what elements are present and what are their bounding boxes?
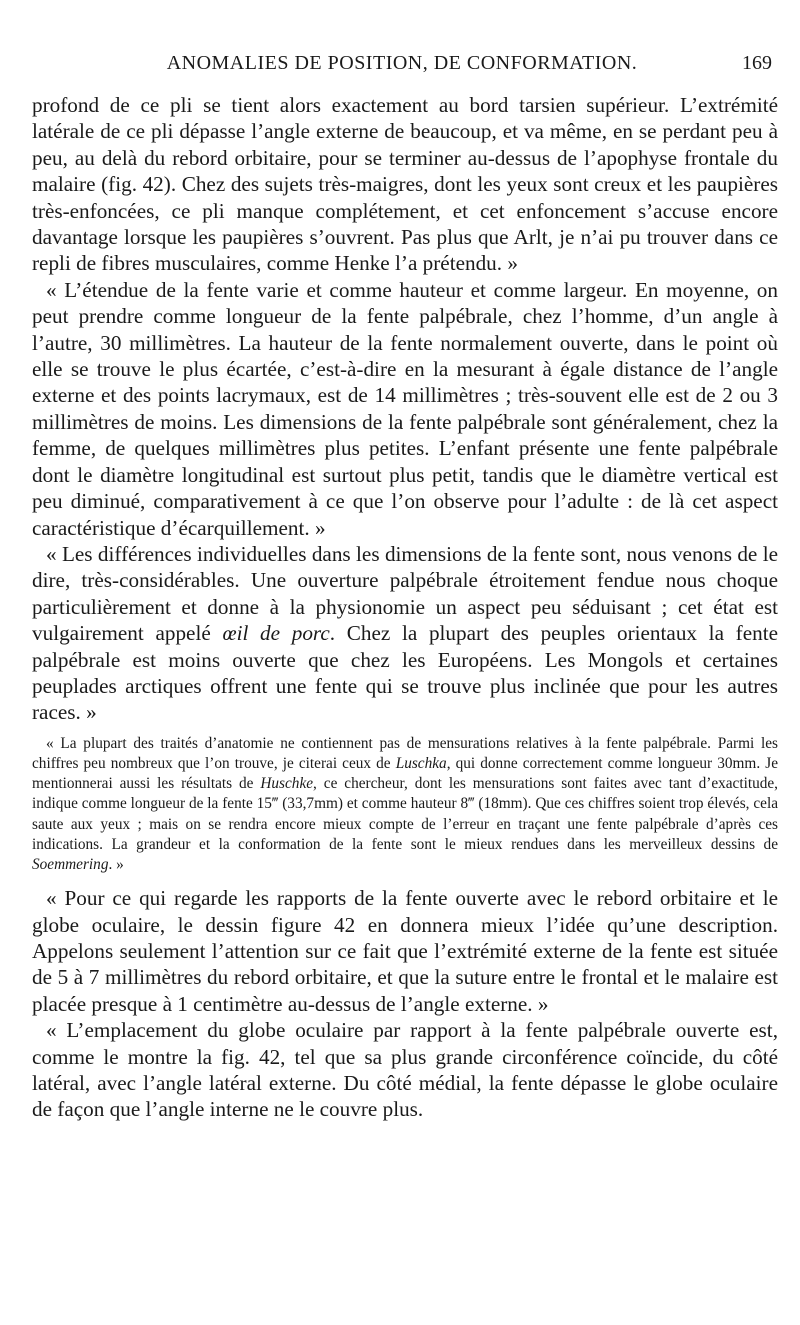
footnote-text-4: . »	[108, 855, 124, 873]
paragraph-4: « Pour ce qui regarde les rapports de la fente ouverte avec le rebord orbitaire et le globe oculaire, le dessin figure 42 en donnera mieux l’idée qu’une description. Appelons seulement l’attention sur ce fait que l’extrémité externe de la fente est située de 5 à 7 millimètres du rebord orbitaire, et que la suture entre le frontal et le malaire est placée presque à 1 centimètre au-dessus de l’angle externe. »	[32, 886, 778, 1016]
emphasis-oeil-de-porc: œil de porc	[222, 621, 330, 646]
paragraph-1: profond de ce pli se tient alors exactement au bord tarsien supérieur. L’extrémité latérale de ce pli dépasse l’angle externe de beaucoup, et va même, en se perdant peu à peu, au delà du rebord orbitaire, pour se terminer au-dessus de l’apophyse frontale du malaire (fig. 42). Chez des sujets très-maigres, dont les yeux sont creux et les paupières très-enfoncées, ce pli manque complétement, et cet enfoncement s’accuse encore davantage lorsque les paupières s’ouvrent. Pas plus que Arlt, je n’ai pu trouver dans ce repli de fibres musculaires, comme Henke l’a prétendu. »	[32, 93, 778, 276]
paragraph-3-text-a: « Les différences individuelles dans les dimensions de la fente sont, nous venons de le dire, très-considérables. Une ouverture palpébrale étroitement fendue nous choque particulièrement et donne à la physionomie un aspect peu séduisant ; cet état est vulgairement appelé	[32, 541, 778, 646]
running-title: ANOMALIES DE POSITION, DE CONFORMATION.	[166, 52, 638, 74]
paragraph-5: « L’emplacement du globe oculaire par rapport à la fente palpébrale ouverte est, comme le montre la fig. 42, tel que sa plus grande circonférence coïncide, du côté latéral, avec l’angle latéral externe. Du côté médial, la fente dépasse le globe oculaire de façon que l’angle interne ne le couvre plus.	[32, 1018, 778, 1122]
running-header	[32, 52, 772, 82]
footnote-text-3: , ce chercheur, dont les mensurations sont faites avec tant d’exactitude, indique comme longueur de la fente 15‴ (33,7mm) et comme hauteur 8‴ (18mm). Que ces chiffres soient trop élevés, cela saute aux yeux ; mais on se rendra encore mieux compte de l’erreur en traçant une fente palpébrale d’après ces indications. La grandeur et la conformation de la fente sont le mieux rendues dans les merveilleux dessins de	[32, 775, 778, 853]
paragraph-2: « L’étendue de la fente varie et comme hauteur et comme largeur. En moyenne, on peut prendre comme longueur de la fente palpébrale, chez l’homme, d’un angle à l’autre, 30 millimètres. La hauteur de la fente normalement ouverte, dans le point où elle se trouve le plus écartée, c’est-à-dire en la mesurant à égale distance de l’angle externe et des points lacrymaux, est de 14 millimètres ; très-souvent elle est de 2 ou 3 millimètres de moins. Les dimensions de la fente palpébrale sont généralement, chez la femme, de quelques millimètres plus petites. L’enfant présente une fente palpébrale dont le diamètre longitudinal est surtout plus petit, tandis que le diamètre vertical est peu diminué, comparativement à ce que l’on observe pour l’adulte : de là cet aspect caractéristique d’écarquillement. »	[32, 277, 778, 540]
author-name-luschka: Luschka	[395, 754, 447, 772]
page-number: 169	[742, 52, 772, 74]
author-name-huschke: Huschke	[260, 775, 314, 793]
footnote-text-1: « La plupart des traités d’anatomie ne contiennent pas de mensurations relatives à la fente palpébrale. Parmi les chiffres peu nombreux que l’on trouve, je citerai ceux de	[32, 734, 778, 772]
paragraph-3-text-b: . Chez la plupart des peuples orientaux la fente palpébrale est moins ouverte que chez les Européens. Les Mongols et certaines peuplades arctiques offrent une fente qui se trouve plus inclinée que pour les autres races. »	[32, 621, 779, 725]
paragraph-3	[32, 541, 778, 726]
footnote-text-2: , qui donne correctement comme longueur 30mm. Je mentionnerai aussi les résultats de	[32, 754, 778, 793]
page-body	[32, 92, 778, 1123]
author-name-soemmering: Soemmering	[32, 855, 109, 873]
footnote	[32, 734, 778, 875]
